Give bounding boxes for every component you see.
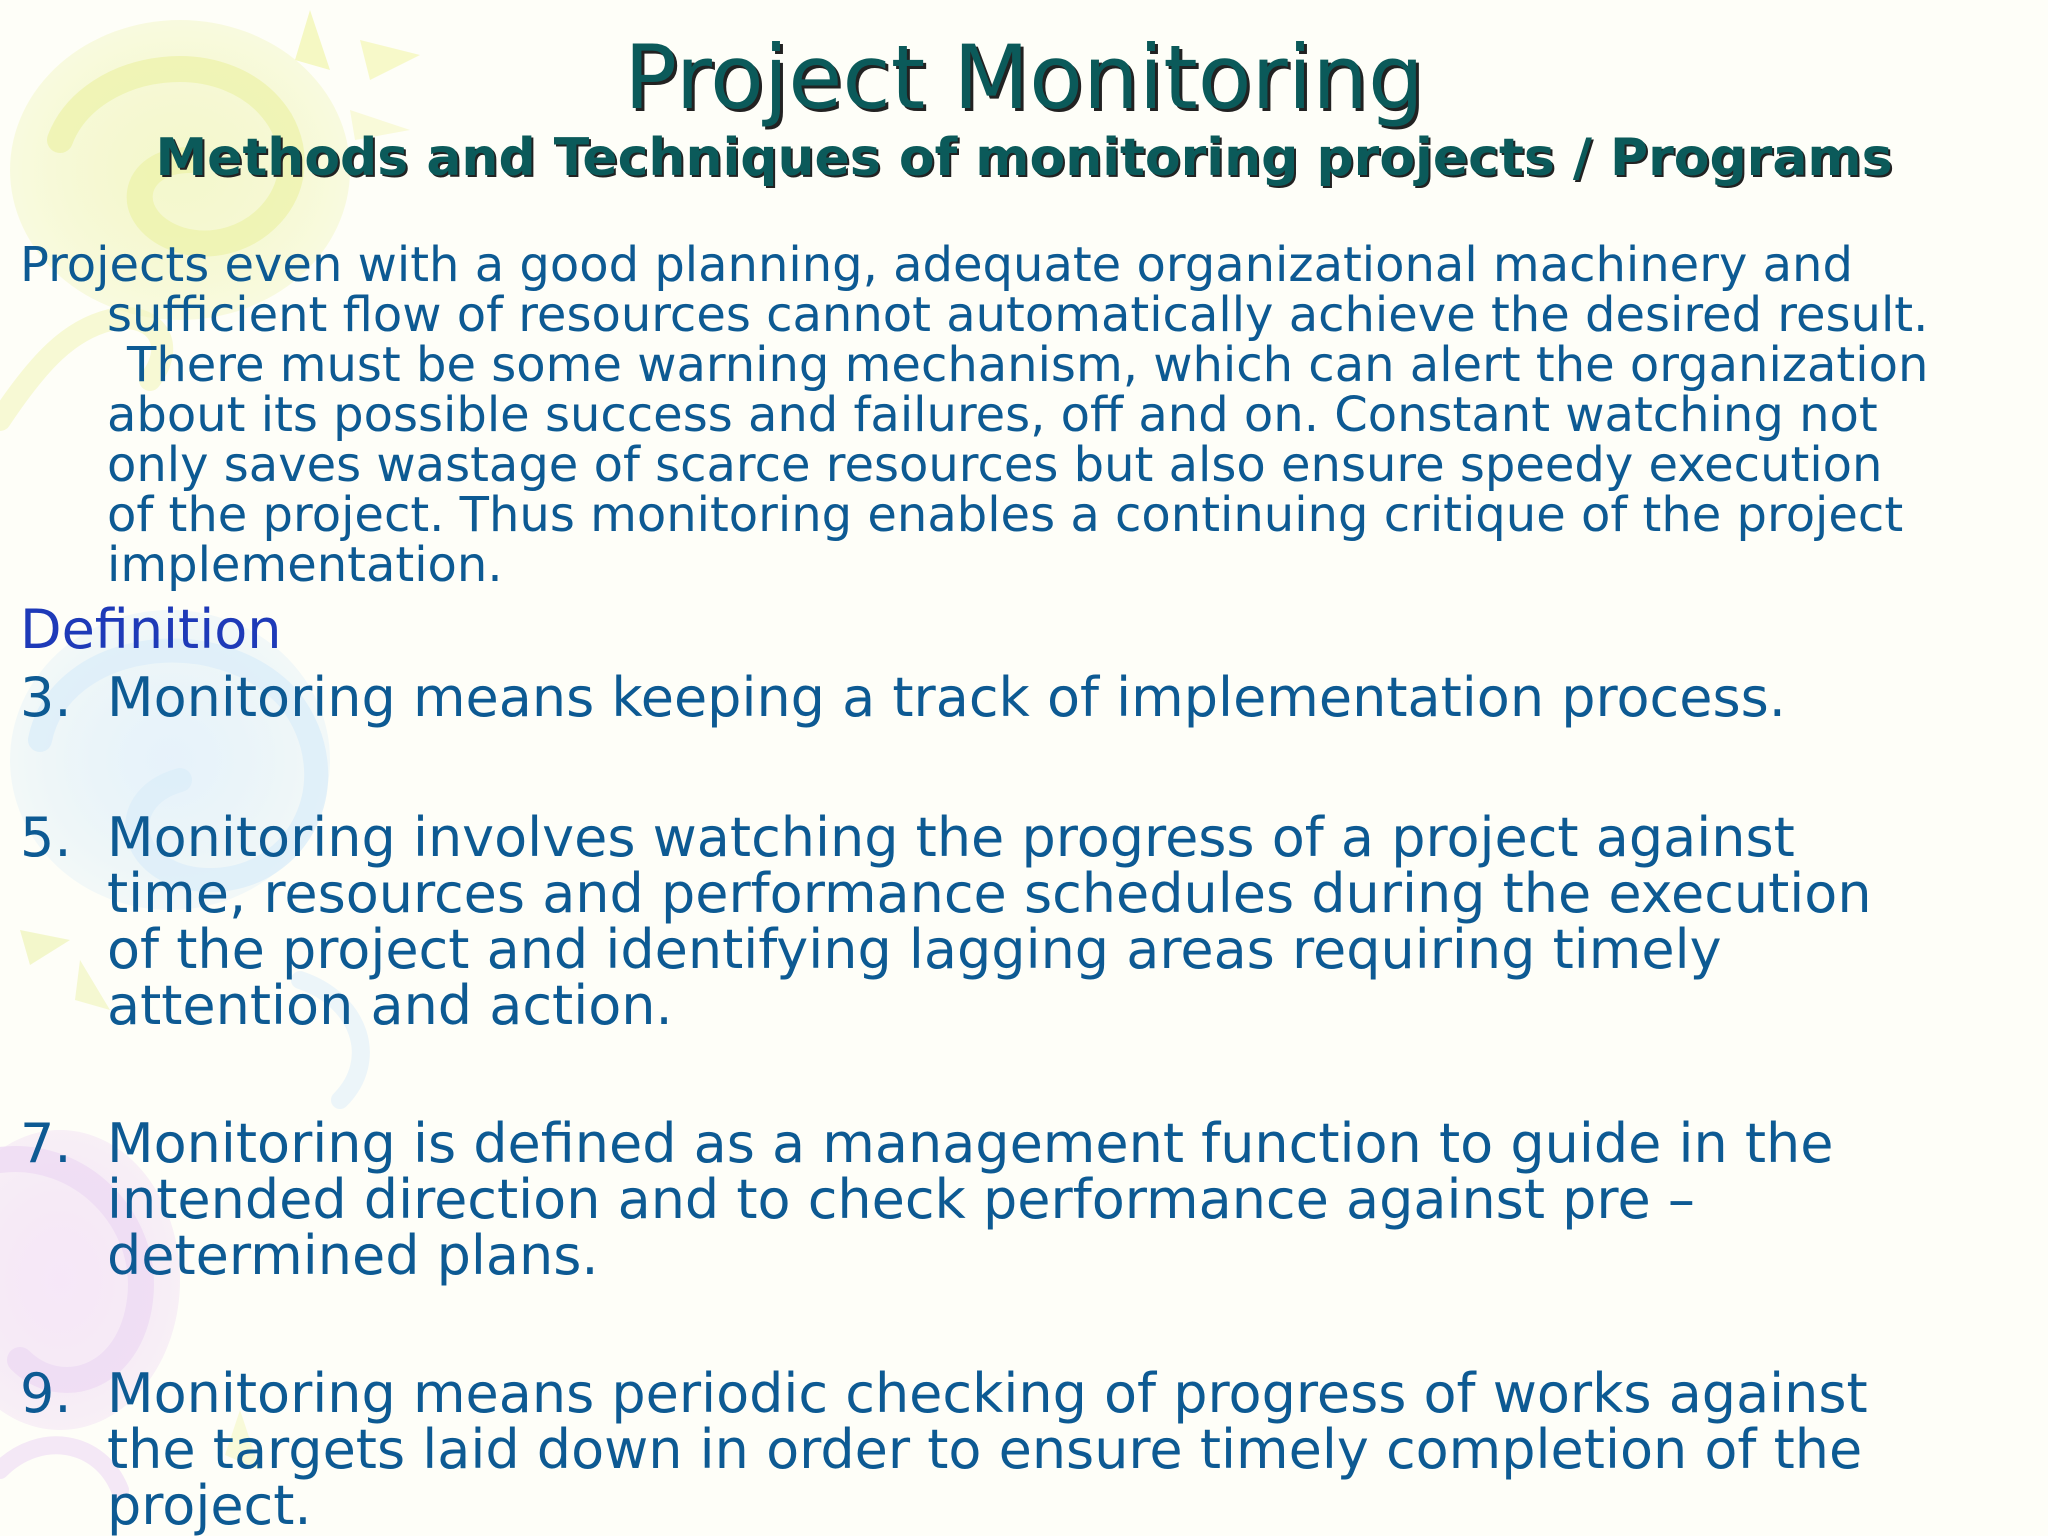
slide-title: Project Monitoring — [624, 26, 1424, 129]
item-number: 3. — [20, 666, 72, 729]
item-line: intended direction and to check performance against pre – — [107, 1168, 1695, 1231]
intro-line: There must be some warning mechanism, which can alert the organization — [127, 337, 1929, 393]
intro-line: sufficient flow of resources cannot automatically achieve the desired result. — [107, 287, 1929, 343]
item-text — [107, 806, 2030, 1037]
intro-line: only saves wastage of scarce resources but also ensure speedy execution — [107, 437, 1883, 493]
definition-item — [20, 1112, 2030, 1287]
intro-line: about its possible success and failures, off and on. Constant watching not — [107, 387, 1878, 443]
item-number: 5. — [20, 806, 72, 869]
definition-item — [20, 666, 2030, 729]
item-line: of the project and identifying lagging areas requiring timely — [107, 918, 1722, 981]
item-number: 9. — [20, 1362, 72, 1425]
item-line: the targets laid down in order to ensure timely completion of the — [107, 1418, 1863, 1481]
intro-line: Projects even with a good planning, adequate organizational machinery and — [20, 237, 1853, 293]
item-line: Monitoring involves watching the progress of a project against — [107, 806, 1795, 869]
intro-paragraph — [20, 237, 2030, 593]
item-line: Monitoring is defined as a management function to guide in the — [107, 1112, 1834, 1175]
item-line: attention and action. — [107, 974, 673, 1037]
item-line: project. — [107, 1474, 312, 1536]
item-line: Monitoring means keeping a track of implementation process. — [107, 666, 1786, 729]
slide-subtitle: Methods and Techniques of monitoring projects / Programs — [155, 128, 1893, 188]
item-number: 7. — [20, 1112, 72, 1175]
item-line: determined plans. — [107, 1224, 599, 1287]
item-line: time, resources and performance schedules during the execution — [107, 862, 1872, 925]
item-text — [107, 666, 2030, 729]
definition-item — [20, 806, 2030, 1037]
item-line: Monitoring means periodic checking of progress of works against — [107, 1362, 1868, 1425]
definition-heading: Definition — [20, 598, 282, 661]
item-text — [107, 1362, 2030, 1536]
intro-line: of the project. Thus monitoring enables a continuing critique of the project — [107, 487, 1904, 543]
intro-line: implementation. — [107, 537, 503, 593]
definition-item — [20, 1362, 2030, 1536]
item-text — [107, 1112, 2030, 1287]
